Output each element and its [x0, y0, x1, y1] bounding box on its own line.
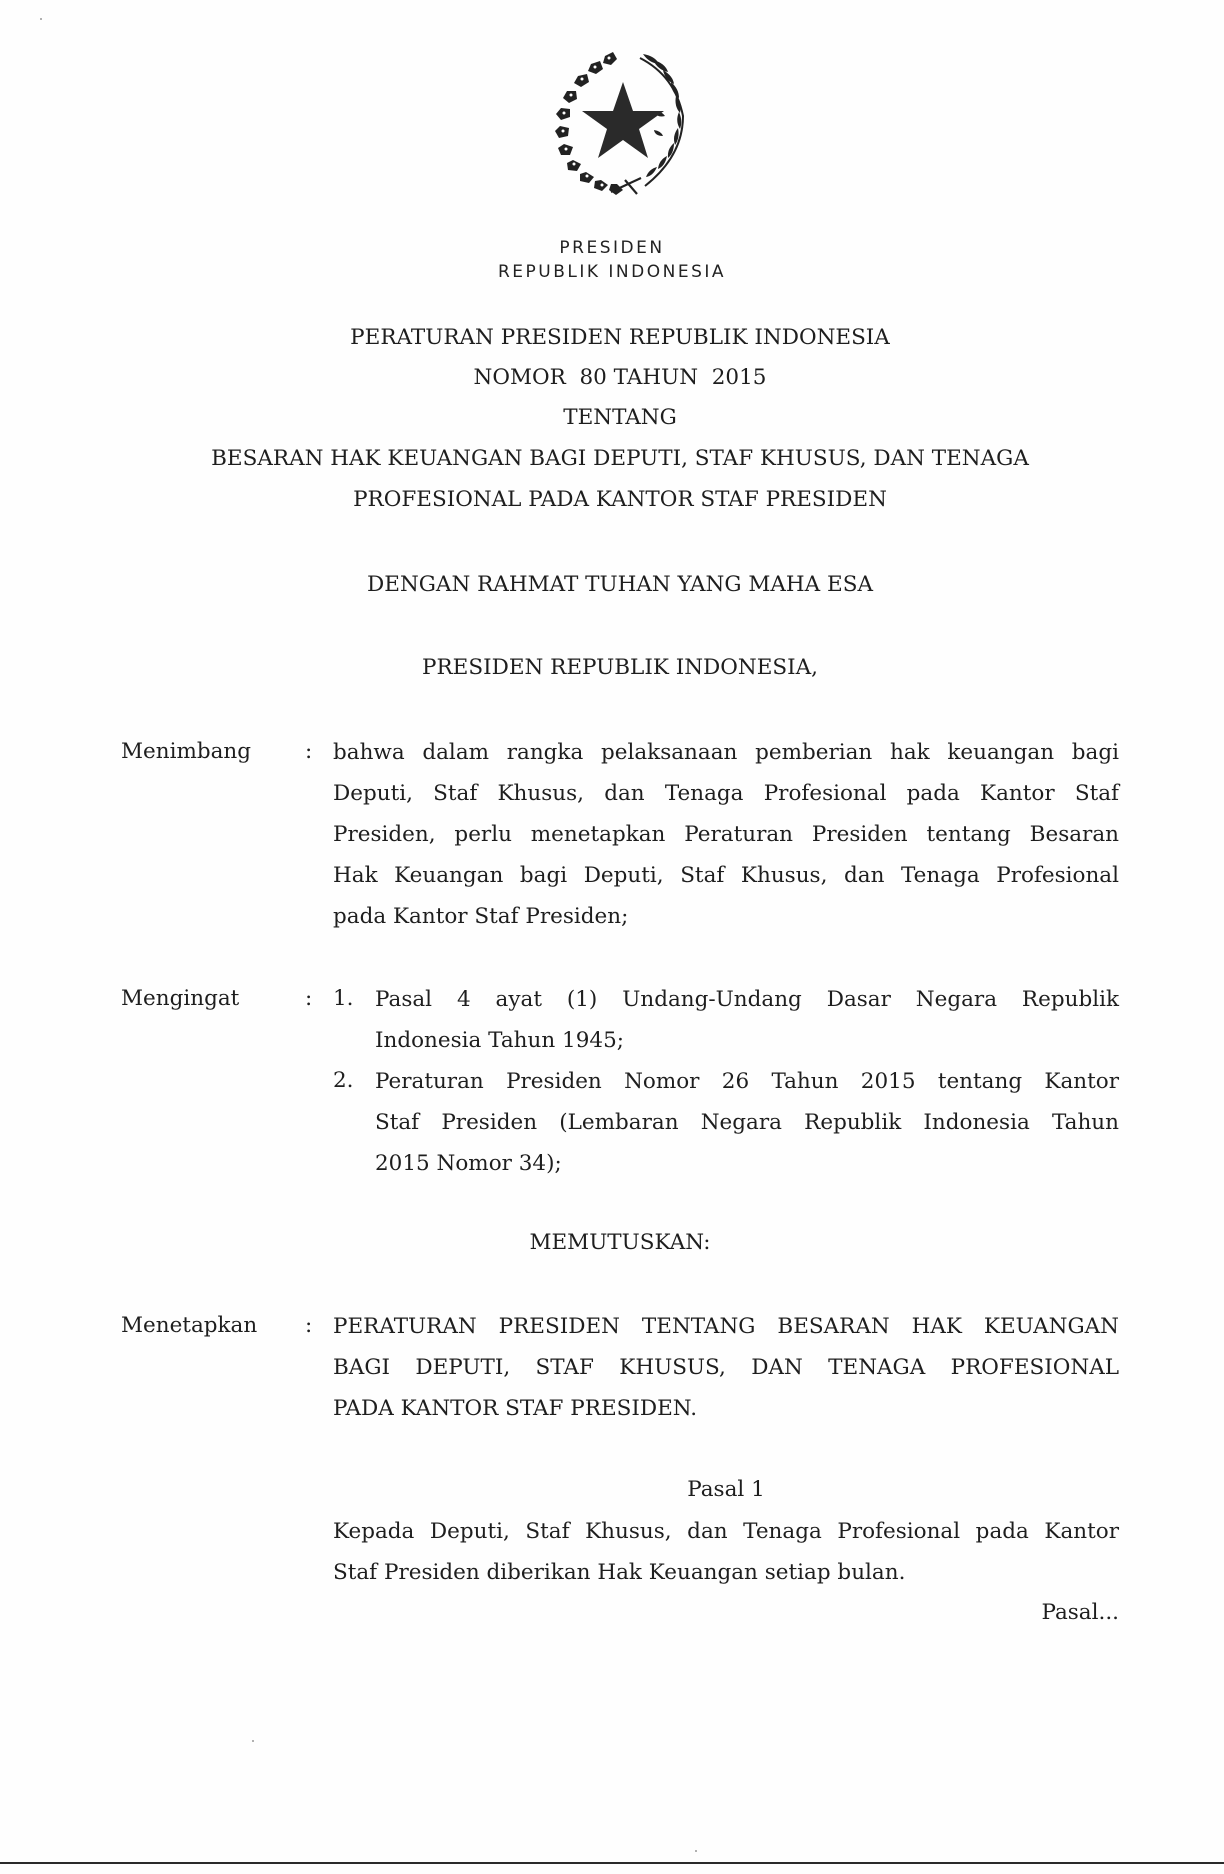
- continuation-marker: Pasal...: [1041, 1600, 1119, 1625]
- menetapkan-line: BAGI DEPUTI, STAF KHUSUS, DAN TENAGA PROFESIONAL: [333, 1355, 1119, 1380]
- menetapkan-line: PADA KANTOR STAF PRESIDEN.: [333, 1396, 698, 1421]
- mengingat-item-line: Peraturan Presiden Nomor 26 Tahun 2015 tentang Kantor: [375, 1069, 1119, 1094]
- mengingat-item-2: [375, 1061, 1119, 1184]
- menimbang-body: [333, 732, 1119, 937]
- mengingat-item-line: Indonesia Tahun 1945;: [375, 1028, 625, 1053]
- invocation: DENGAN RAHMAT TUHAN YANG MAHA ESA: [367, 572, 873, 597]
- pasal-1-line: Staf Presiden diberikan Hak Keuangan setiap bulan.: [333, 1560, 906, 1585]
- menimbang-line: Hak Keuangan bagi Deputi, Staf Khusus, dan Tenaga Profesional: [333, 863, 1119, 888]
- mengingat-item-line: Pasal 4 ayat (1) Undang-Undang Dasar Negara Republik: [375, 987, 1119, 1012]
- menimbang-line: bahwa dalam rangka pelaksanaan pemberian hak keuangan bagi: [333, 740, 1119, 765]
- menetapkan-colon: :: [305, 1313, 313, 1338]
- menimbang-colon: :: [305, 739, 313, 764]
- title-line-2: NOMOR 80 TAHUN 2015: [473, 365, 767, 390]
- scan-speck: [40, 18, 42, 20]
- mengingat-item-line: Staf Presiden (Lembaran Negara Republik Indonesia Tahun: [375, 1110, 1119, 1135]
- pasal-1-line: Kepada Deputi, Staf Khusus, dan Tenaga Profesional pada Kantor: [333, 1519, 1119, 1544]
- scan-speck: [695, 1850, 697, 1852]
- page-bottom-rule: [0, 1862, 1224, 1864]
- mengingat-item-line: 2015 Nomor 34);: [375, 1151, 562, 1176]
- mengingat-colon: :: [305, 986, 313, 1011]
- scan-speck: [252, 1740, 254, 1742]
- presidential-seal-icon: [545, 46, 701, 198]
- menetapkan-label: Menetapkan: [121, 1313, 258, 1338]
- pasal-1-body: [333, 1511, 1119, 1593]
- letterhead-line-2: REPUBLIK INDONESIA: [497, 262, 727, 282]
- menimbang-label: Menimbang: [121, 739, 252, 764]
- title-line-5: PROFESIONAL PADA KANTOR STAF PRESIDEN: [353, 487, 887, 512]
- decision-heading: MEMUTUSKAN:: [529, 1230, 711, 1255]
- mengingat-item-1: [375, 979, 1119, 1061]
- letterhead-line-1: PRESIDEN: [559, 238, 665, 258]
- mengingat-item-1-number: 1.: [333, 986, 354, 1011]
- title-line-1: PERATURAN PRESIDEN REPUBLIK INDONESIA: [350, 325, 890, 350]
- pasal-1-heading: Pasal 1: [687, 1477, 765, 1502]
- menimbang-line: Presiden, perlu menetapkan Peraturan Presiden tentang Besaran: [333, 822, 1119, 847]
- menimbang-line: pada Kantor Staf Presiden;: [333, 904, 629, 929]
- menetapkan-body: [333, 1306, 1119, 1429]
- issuer-heading: PRESIDEN REPUBLIK INDONESIA,: [422, 655, 818, 680]
- title-line-3: TENTANG: [563, 405, 677, 430]
- menetapkan-line: PERATURAN PRESIDEN TENTANG BESARAN HAK KEUANGAN: [333, 1314, 1119, 1339]
- mengingat-item-2-number: 2.: [333, 1068, 354, 1093]
- menimbang-line: Deputi, Staf Khusus, dan Tenaga Profesional pada Kantor Staf: [333, 781, 1119, 806]
- title-line-4: BESARAN HAK KEUANGAN BAGI DEPUTI, STAF KHUSUS, DAN TENAGA: [211, 446, 1029, 471]
- mengingat-label: Mengingat: [121, 986, 240, 1011]
